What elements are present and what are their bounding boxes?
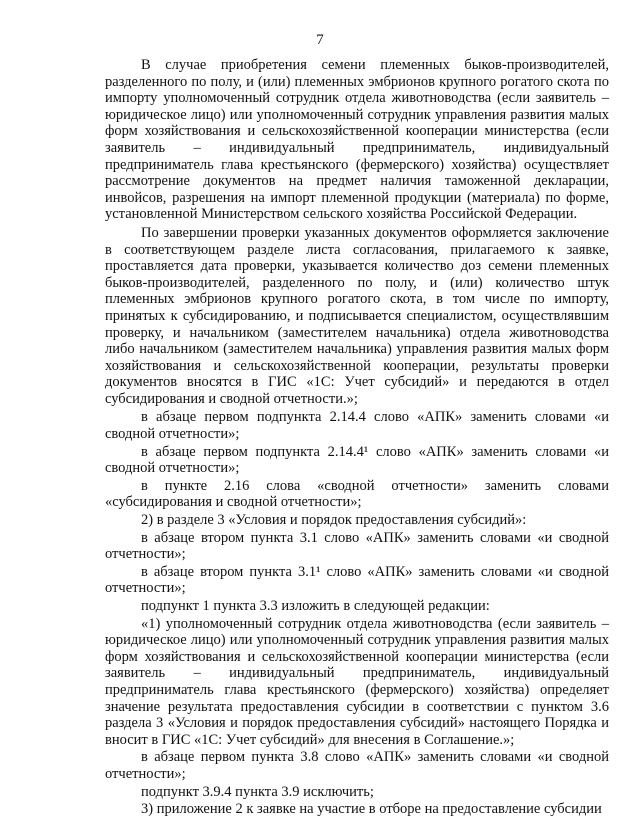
paragraph-2-16: в пункте 2.16 слова «сводной отчетности» заменить словами «субсидирования и сводной отчетности»; [105,477,609,511]
paragraph-3-3-text: «1) уполномоченный сотрудник отдела животноводства (если заявитель – юридическое лицо) или уполномоченный сотрудник управления развития малых форм хозяйствования и сельскохозяйственной кооперации министерства (если заявитель – индивидуальный предприниматель, индивидуальный предприниматель глава крестьянского (фермерского) хозяйства) определяет значение результата предоставления субсидии в соответствии с пунктом 3.6 раздела 3 «Условия и порядок предоставления субсидий» настоящего Порядка и вносит в ГИС «1С: Учет субсидий» для внесения в Соглашение.»; [105,615,609,748]
page-number: 7 [316,32,324,48]
paragraph-3-8: в абзаце первом пункта 3.8 слово «АПК» заменить словами «и сводной отчетности»; [105,749,609,782]
paragraph-import-review: В случае приобретения семени племенных быков-производителей, разделенного по полу, и (или) племенных эмбрионов крупного рогатого скота по импорту уполномоченный сотрудник отдела животноводства (если заявитель – юридическое лицо) или уполномоченный сотрудник управления развития малых форм хозяйствования и сельскохозяйственной кооперации министерства (если заявитель – индивидуальный предприниматель, индивидуальный предприниматель глава крестьянского (фермерского) хозяйства) осуществляет рассмотрение документов на предмет наличия таможенной декларации, инвойсов, разрешения на импорт племенной продукции (материала) по форме, установленной Министерством сельского хозяйства Российской Федерации. [105,57,609,223]
paragraph-3-9-4: подпункт 3.9.4 пункта 3.9 исключить; [141,783,374,800]
paragraph-3-3-intro: подпункт 1 пункта 3.3 изложить в следующей редакции: [141,598,490,614]
paragraph-3-1-1: в абзаце втором пункта 3.1¹ слово «АПК» заменить словами «и сводной отчетности»; [105,563,609,597]
paragraph-conclusion: По завершении проверки указанных документов оформляется заключение в соответствующем разделе листа согласования, прилагаемого к заявке, проставляется дата проверки, указывается количество доз семени племенных быков-производителей, разделенного по полу, и (или) количество штук племенных эмбрионов крупного рогатого скота, в том числе по импорту, принятых к субсидированию, и подписывается специалистом, осуществлявшим проверку, и начальником (заместителем начальника) отдела животноводства либо начальником (заместителем начальника) управления развития малых форм хозяйствования и сельскохозяйственной кооперации, результаты проверки документов вносятся в ГИС «1С: Учет субсидий» и передаются в отдел субсидирования и сводной отчетности.»; [105,224,609,407]
paragraph-section-3: 2) в разделе 3 «Условия и порядок предоставления субсидий»: [141,512,527,529]
document-body [105,57,609,819]
paragraph-3-1: в абзаце втором пункта 3.1 слово «АПК» заменить словами «и сводной отчетности»; [105,529,609,563]
paragraph-2-14-4-1: в абзаце первом подпункта 2.14.4¹ слово «АПК» заменить словами «и сводной отчетности»; [105,443,609,477]
paragraph-2-14-4: в абзаце первом подпункта 2.14.4 слово «АПК» заменить словами «и сводной отчетности»; [105,409,609,443]
paragraph-appendix-2: 3) приложение 2 к заявке на участие в отборе на предоставление субсидии [141,801,602,818]
